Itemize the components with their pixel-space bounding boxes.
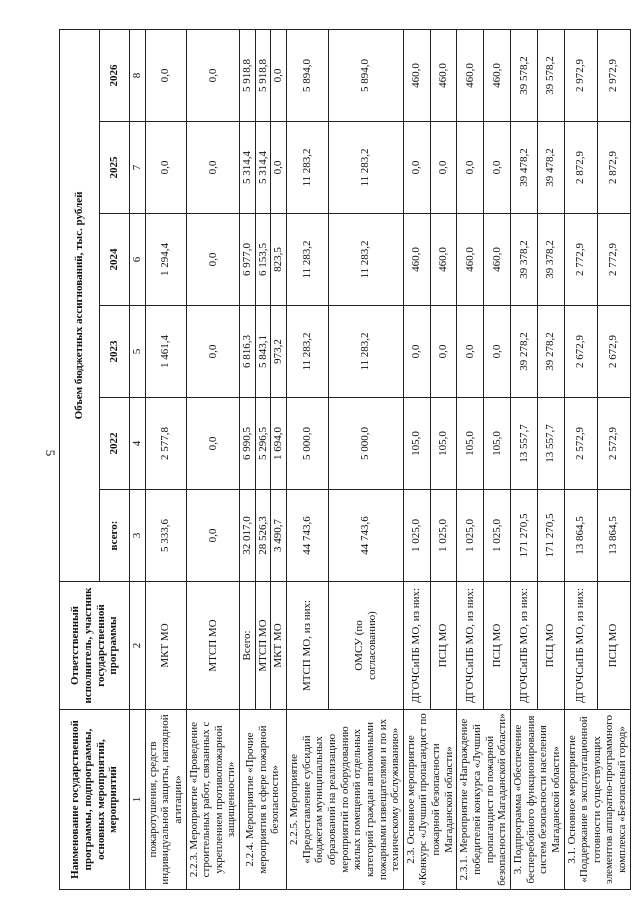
cell-2022: 105,0	[484, 398, 511, 490]
cell-2022: 6 990,5	[240, 398, 256, 490]
cell-2023: 0,0	[403, 306, 430, 398]
cell-2025: 5 314,4	[240, 122, 256, 214]
column-number: 4	[130, 398, 146, 490]
table-container	[59, 30, 629, 890]
header-year-2023: 2023	[100, 306, 130, 398]
cell-2024: 0,0	[186, 214, 240, 306]
table-row	[510, 29, 537, 889]
cell-2025: 11 283,2	[328, 122, 403, 214]
table-row	[145, 29, 186, 889]
cell-2022: 105,0	[403, 398, 430, 490]
cell-2022: 2 572,9	[597, 398, 630, 490]
cell-total: 171 270,5	[510, 490, 537, 582]
cell-2022: 2 577,8	[145, 398, 186, 490]
cell-total: 13 864,5	[564, 490, 597, 582]
table-row	[240, 29, 256, 889]
cell-2022: 1 694,0	[271, 398, 287, 490]
cell-2022: 5 296,5	[255, 398, 271, 490]
row-name: 3.1. Основное мероприятие «Поддержание в эксплуатационной готовности существующих элементов аппаратно-программного комплекса «Безопасный город»	[564, 710, 630, 890]
cell-2023: 0,0	[457, 306, 484, 398]
cell-2024: 6 153,5	[255, 214, 271, 306]
cell-2024: 460,0	[430, 214, 457, 306]
cell-2024: 11 283,2	[328, 214, 403, 306]
cell-2023: 5 843,1	[255, 306, 271, 398]
cell-2026: 39 578,2	[537, 29, 564, 121]
cell-2025: 0,0	[484, 122, 511, 214]
cell-2024: 39 378,2	[537, 214, 564, 306]
cell-2024: 2 772,9	[597, 214, 630, 306]
cell-2023: 973,2	[271, 306, 287, 398]
budget-table	[59, 29, 631, 890]
cell-2022: 5 000,0	[287, 398, 329, 490]
header-year-2024: 2024	[100, 214, 130, 306]
header-program-name: Наименование государственной программы, подпрограммы, основных мероприятий, мероприятий	[60, 710, 130, 890]
row-name: 2.2.5. Мероприятие «Предоставление субсидий бюджетам муниципальных образований на реализацию мероприятий по оборудованию жилых помещений отдельных категорий граждан автономными пожарными извещателями и по их техническому обслуживанию»	[287, 710, 404, 890]
column-number: 2	[130, 582, 146, 710]
cell-total: 28 526,3	[255, 490, 271, 582]
cell-2024: 1 294,4	[145, 214, 186, 306]
cell-2023: 0,0	[430, 306, 457, 398]
cell-2025: 0,0	[271, 122, 287, 214]
cell-2023: 2 672,9	[597, 306, 630, 398]
column-number: 5	[130, 306, 146, 398]
cell-2022: 5 000,0	[328, 398, 403, 490]
cell-total: 5 333,6	[145, 490, 186, 582]
cell-2022: 105,0	[430, 398, 457, 490]
row-executor: ПСЦ МО	[597, 582, 630, 710]
column-number: 6	[130, 214, 146, 306]
header-total: всего:	[100, 490, 130, 582]
cell-2022: 105,0	[457, 398, 484, 490]
cell-2025: 5 314,4	[255, 122, 271, 214]
cell-2024: 460,0	[457, 214, 484, 306]
cell-2026: 5 894,0	[287, 29, 329, 121]
row-name: 2.2.3. Мероприятие «Проведение строительных работ, связанных с укреплением противопожарной защищенности»	[186, 710, 240, 890]
row-executor: МТСП МО, из них:	[287, 582, 329, 710]
cell-total: 1 025,0	[430, 490, 457, 582]
table-row	[564, 29, 597, 889]
cell-2023: 39 278,2	[510, 306, 537, 398]
cell-2026: 0,0	[271, 29, 287, 121]
cell-total: 0,0	[186, 490, 240, 582]
row-executor: ОМСУ (по согласованию)	[328, 582, 403, 710]
cell-2024: 39 378,2	[510, 214, 537, 306]
cell-2023: 39 278,2	[537, 306, 564, 398]
row-executor: ДГОЧСиПБ МО, из них:	[457, 582, 484, 710]
cell-total: 1 025,0	[484, 490, 511, 582]
cell-2023: 2 672,9	[564, 306, 597, 398]
table-row	[457, 29, 484, 889]
cell-total: 44 743,6	[287, 490, 329, 582]
cell-2022: 2 572,9	[564, 398, 597, 490]
cell-2024: 460,0	[403, 214, 430, 306]
row-name: 2.3.1. Мероприятие «Награждение победителей конкурса «Лучший пропагандист по пожарной безопасности Магаданской области»	[457, 710, 511, 890]
cell-total: 1 025,0	[403, 490, 430, 582]
cell-2025: 2 872,9	[564, 122, 597, 214]
cell-2026: 460,0	[484, 29, 511, 121]
cell-2023: 0,0	[186, 306, 240, 398]
row-executor: ДГОЧСиПБ МО, из них:	[564, 582, 597, 710]
cell-2025: 0,0	[403, 122, 430, 214]
cell-2026: 0,0	[145, 29, 186, 121]
cell-total: 13 864,5	[597, 490, 630, 582]
cell-2023: 1 461,4	[145, 306, 186, 398]
cell-total: 44 743,6	[328, 490, 403, 582]
cell-2025: 11 283,2	[287, 122, 329, 214]
header-executor: Ответственный исполнитель, участник государственной программы	[60, 582, 130, 710]
column-number: 8	[130, 29, 146, 121]
column-number: 1	[130, 710, 146, 890]
row-executor: МТСП МО	[186, 582, 240, 710]
row-name: 2.3. Основное мероприятие «Конкурс «Лучший пропагандист по пожарной безопасности Магаданской области»	[403, 710, 457, 890]
cell-2026: 0,0	[186, 29, 240, 121]
page-number: 5	[43, 449, 58, 457]
row-executor: МКТ МО	[271, 582, 287, 710]
header-budget-group: Объем бюджетных ассигнований, тыс. рублей	[60, 29, 100, 581]
row-executor: МКТ МО	[145, 582, 186, 710]
header-year-2022: 2022	[100, 398, 130, 490]
cell-2025: 0,0	[457, 122, 484, 214]
row-executor: Всего:	[240, 582, 256, 710]
row-executor: ПСЦ МО	[537, 582, 564, 710]
cell-2025: 0,0	[186, 122, 240, 214]
row-name: 3. Подпрограмма «Обеспечение бесперебойного функционирования систем безопасности населения Магаданской области»	[510, 710, 564, 890]
header-year-2025: 2025	[100, 122, 130, 214]
column-number: 3	[130, 490, 146, 582]
cell-2022: 0,0	[186, 398, 240, 490]
table-row	[403, 29, 430, 889]
cell-2025: 0,0	[145, 122, 186, 214]
column-number-row	[130, 29, 146, 889]
table-row	[287, 29, 329, 889]
cell-2026: 2 972,9	[564, 29, 597, 121]
cell-2023: 11 283,2	[287, 306, 329, 398]
cell-total: 3 490,7	[271, 490, 287, 582]
row-name: 2.2.4. Мероприятие «Прочие мероприятия в сфере пожарной безопасности»	[240, 710, 287, 890]
cell-2023: 6 816,3	[240, 306, 256, 398]
row-executor: ПСЦ МО	[430, 582, 457, 710]
cell-2025: 39 478,2	[537, 122, 564, 214]
cell-2026: 5 918,8	[240, 29, 256, 121]
cell-2024: 6 977,0	[240, 214, 256, 306]
row-executor: ПСЦ МО	[484, 582, 511, 710]
cell-2026: 460,0	[457, 29, 484, 121]
cell-total: 1 025,0	[457, 490, 484, 582]
table-row	[186, 29, 240, 889]
cell-total: 171 270,5	[537, 490, 564, 582]
cell-2026: 5 918,8	[255, 29, 271, 121]
cell-2022: 13 557,7	[510, 398, 537, 490]
cell-2024: 11 283,2	[287, 214, 329, 306]
cell-2025: 0,0	[430, 122, 457, 214]
cell-2022: 13 557,7	[537, 398, 564, 490]
cell-2026: 5 894,0	[328, 29, 403, 121]
cell-2023: 0,0	[484, 306, 511, 398]
cell-2024: 2 772,9	[564, 214, 597, 306]
cell-2026: 460,0	[430, 29, 457, 121]
cell-2026: 460,0	[403, 29, 430, 121]
row-executor: ДГОЧСиПБ МО, из них:	[403, 582, 430, 710]
cell-2026: 39 578,2	[510, 29, 537, 121]
column-number: 7	[130, 122, 146, 214]
cell-2023: 11 283,2	[328, 306, 403, 398]
row-executor: ДГОЧСиПБ МО, из них:	[510, 582, 537, 710]
row-name: пожаротушения, средств индивидуальной защиты, наглядной агитации»	[145, 710, 186, 890]
header-year-2026: 2026	[100, 29, 130, 121]
cell-2024: 823,5	[271, 214, 287, 306]
cell-2024: 460,0	[484, 214, 511, 306]
cell-2025: 39 478,2	[510, 122, 537, 214]
row-executor: МТСП МО	[255, 582, 271, 710]
cell-total: 32 017,0	[240, 490, 256, 582]
cell-2026: 2 972,9	[597, 29, 630, 121]
cell-2025: 2 872,9	[597, 122, 630, 214]
